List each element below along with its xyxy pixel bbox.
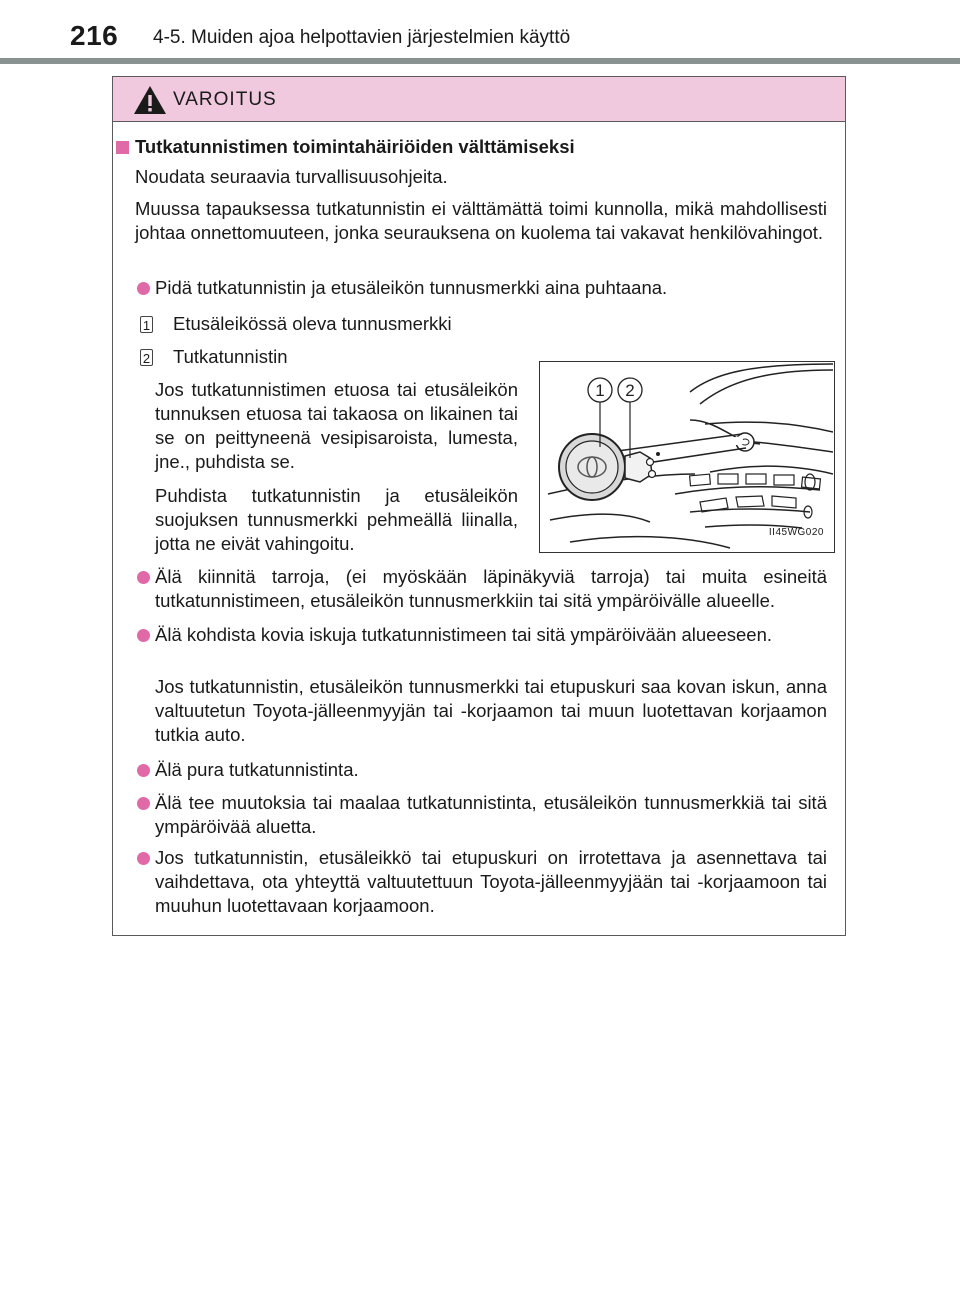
intro-line: Noudata seuraavia turvallisuusohjeita.	[135, 166, 448, 187]
header-divider	[0, 58, 960, 64]
warning-triangle-icon	[133, 85, 167, 115]
bullet-item: Älä kohdista kovia iskuja tutkatunnistimeen tai sitä ympäröivään alueeseen.	[155, 624, 773, 645]
page-header	[0, 0, 960, 64]
bullet-item: Älä tee muutoksia tai maalaa tutkatunnistinta, etusäleikön tunnusmerkkiä tai sitä ympäröivää aluetta.	[155, 792, 827, 837]
section-title: 4-5. Muiden ajoa helpottavien järjestelmien käyttö	[153, 27, 571, 48]
square-bullet-icon	[116, 141, 129, 154]
bullet-item: Jos tutkatunnistin, etusäleikkö tai etupuskuri on irrotettava ja asennettava tai vaihdettava, ota yhteyttä valtuutettuun Toyota-jälleenmyyjään tai -korjaamoon tai muuhun luotettavaan korjaamoon.	[155, 847, 827, 916]
round-bullet-icon	[137, 282, 150, 295]
callout-label-1: Etusäleikössä oleva tunnusmerkki	[173, 313, 452, 334]
cleaning-paragraph: Jos tutkatunnistimen etuosa tai etusäleikön tunnuksen etuosa tai takaosa on likainen tai se on peittyneenä vesipisaroista, lumesta, jne., puhdista se.	[155, 379, 518, 472]
bullet-item: Älä pura tutkatunnistinta.	[155, 759, 359, 780]
warning-title: VAROITUS	[173, 89, 277, 110]
round-bullet-icon	[137, 852, 150, 865]
radar-sensor-figure	[539, 361, 835, 553]
warning-subheading: Tutkatunnistimen toimintahäiriöiden välttämiseksi	[135, 136, 575, 157]
callout-number-1: 1	[140, 316, 153, 333]
figure-code: II45WG020	[768, 527, 824, 538]
round-bullet-icon	[137, 797, 150, 810]
impact-note: Jos tutkatunnistin, etusäleikön tunnusmerkki tai etupuskuri saa kovan iskun, anna valtuutetun Toyota-jälleenmyyjän tai -korjaamon tai muun luotettavan korjaamon tutkia auto.	[155, 676, 827, 745]
figure-label-2: 2	[625, 381, 635, 400]
callout-label-2: Tutkatunnistin	[173, 346, 288, 367]
bullet-item: Älä kiinnitä tarroja, (ei myöskään läpinäkyviä tarroja) tai muita esineitä tutkatunnistimeen, etusäleikön tunnusmerkkiin tai sitä ympäröivälle alueelle.	[155, 566, 827, 611]
intro-paragraph: Muussa tapauksessa tutkatunnistin ei välttämättä toimi kunnolla, mikä mahdollisesti johtaa onnettomuuteen, jonka seurauksena on kuolema tai vakavat henkilövahingot.	[135, 198, 827, 243]
bullet-item: Pidä tutkatunnistin ja etusäleikön tunnusmerkki aina puhtaana.	[155, 277, 668, 298]
warning-header	[113, 77, 845, 122]
warning-box	[112, 76, 846, 936]
figure-label-1: 1	[595, 381, 605, 400]
round-bullet-icon	[137, 764, 150, 777]
wiping-paragraph: Puhdista tutkatunnistin ja etusäleikön suojuksen tunnusmerkki pehmeällä liinalla, jotta ne eivät vahingoitu.	[155, 485, 518, 554]
callout-number-2: 2	[140, 349, 153, 366]
round-bullet-icon	[137, 571, 150, 584]
page-number: 216	[70, 20, 119, 51]
round-bullet-icon	[137, 629, 150, 642]
